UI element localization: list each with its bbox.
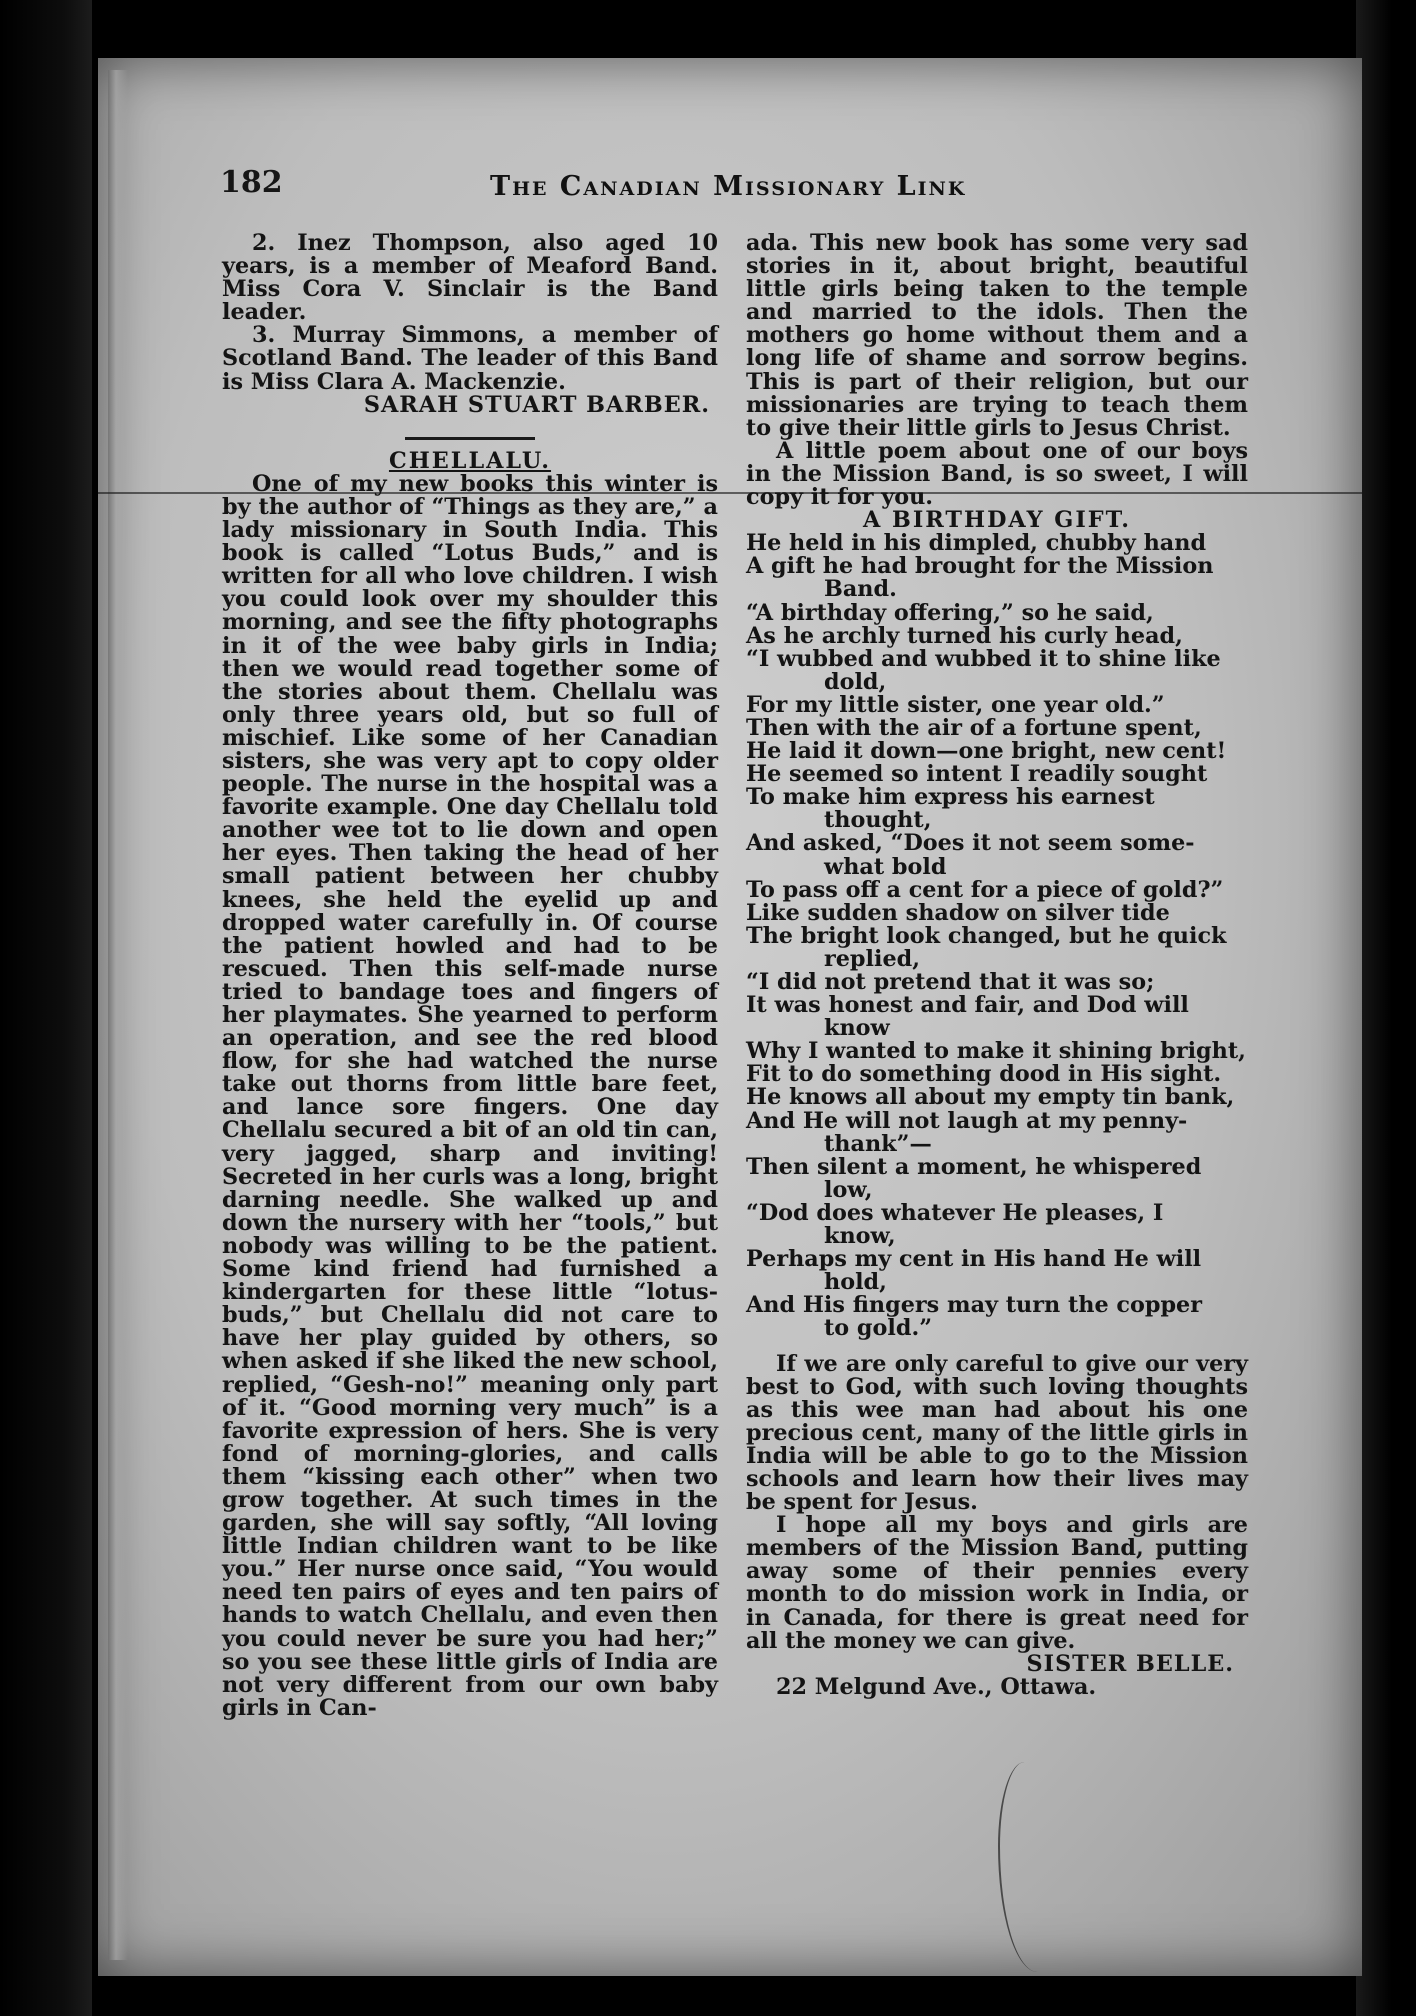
poem-line: He laid it down—one bright, new cent!: [746, 738, 1227, 765]
section-divider: [405, 437, 535, 440]
poem-line: To pass off a cent for a piece of gold?”: [746, 876, 1224, 903]
poem-line: He seemed so intent I readily sought: [746, 761, 1208, 788]
poem-line: The bright look changed, but he quick: [746, 922, 1227, 949]
poem-line: replied,: [824, 945, 921, 972]
poem-line: Then silent a moment, he whispered: [746, 1153, 1202, 1180]
film-border-right: [1356, 0, 1416, 2016]
left-column: [222, 232, 718, 1720]
poem-line: what bold: [824, 853, 947, 880]
poem-line: “A birthday offering,” so he said,: [746, 599, 1154, 626]
page-header: [220, 165, 1300, 215]
poem-intro: A little poem about one of our boys in the Mission Band, is so sweet, I will copy it for you.: [746, 437, 1248, 511]
poem-line: low,: [824, 1176, 873, 1203]
poem-line: dold,: [824, 668, 887, 695]
poem-line: thought,: [824, 807, 932, 834]
poem-line: to gold.”: [824, 1315, 933, 1342]
poem-line: It was honest and fair, and Dod will: [746, 992, 1189, 1019]
signature: SISTER BELLE.: [1026, 1650, 1234, 1677]
poem-line: For my little sister, one year old.”: [746, 691, 1165, 718]
intro-paragraph: 3. Murray Simmons, a member of Scotland Band. The leader of this Band is Miss Clara A. Mackenzie.: [222, 322, 718, 395]
poem-line: know,: [824, 1223, 896, 1250]
poem-title: A BIRTHDAY GIFT.: [862, 507, 1132, 534]
page-number: 182: [220, 165, 283, 200]
closing-paragraph: If we are only careful to give our very best to God, with such loving thoughts as this wee man had about his one precious cent, many of the little girls in India will be able to go to the Mission schools and learn how their lives may be spent for Jesus.: [746, 1350, 1248, 1516]
poem-line: A gift he had brought for the Mission: [746, 553, 1214, 580]
address: 22 Melgund Ave., Ottawa.: [776, 1673, 1097, 1700]
poem-line: Like sudden shadow on silver tide: [746, 899, 1170, 926]
poem-line: To make him express his earnest: [746, 784, 1155, 811]
poem-line: And asked, “Does it not seem some-: [746, 830, 1195, 857]
poem-line: He knows all about my empty tin bank,: [746, 1084, 1235, 1111]
poem-line: Then with the air of a fortune spent,: [746, 714, 1202, 741]
poem-line: Why I wanted to make it shining bright,: [746, 1038, 1246, 1065]
poem-line: As he archly turned his curly head,: [746, 622, 1183, 649]
poem-line: And He will not laugh at my penny-: [746, 1107, 1188, 1134]
poem: [746, 532, 1248, 1340]
poem-line: thank”—: [824, 1130, 932, 1157]
poem-line: “Dod does whatever He pleases, I: [746, 1199, 1164, 1226]
running-title: The Canadian Missionary Link: [490, 171, 967, 202]
poem-line: “I wubbed and wubbed it to shine like: [746, 645, 1221, 672]
poem-line: Perhaps my cent in His hand He will: [746, 1246, 1202, 1273]
section-title: CHELLALU.: [388, 447, 552, 474]
poem-line: know: [824, 1015, 890, 1042]
article-body-continued: ada. This new book has some very sad stories in it, about bright, beautiful little girls being taken to the temple and married to the idols. Then the mothers go home without them and a long life of shame and sorrow begins. This is part of their religion, but our missionaries are trying to teach them to give their little girls to Jesus Christ.: [746, 230, 1248, 441]
intro-paragraph: 2. Inez Thompson, also aged 10 years, is a member of Meaford Band. Miss Cora V. Sinclair is the Band leader.: [222, 230, 718, 326]
page-binding-edge: [108, 70, 128, 1960]
poem-line: And His fingers may turn the copper: [746, 1292, 1202, 1319]
closing-paragraph: I hope all my boys and girls are members of the Mission Band, putting away some of their pennies every month to do mission work in India, or in Canada, for there is great need for all the money we can give.: [746, 1512, 1248, 1654]
poem-line: “I did not pretend that it was so;: [746, 969, 1155, 995]
poem-line: He held in his dimpled, chubby hand: [746, 530, 1207, 557]
article-body: One of my new books this winter is by the author of “Things as they are,” a lady missionary in South India. This book is called “Lotus Buds,” and is written for all who love children. I wish you could look over my shoulder this morning, and see the fifty photographs in it of the wee baby girls in India; then we would read together some of the stories about them. Chellalu was only three years old, but so full of mischief. Like some of her Canadian sisters, she was very apt to copy older people. The nurse in the hospital was a favorite example. One day Chellalu told another wee tot to lie down and open her eyes. Then taking the head of her small patient between her chubby knees, she held the eyelid up and dropped water carefully in. Of course the patient howled and had to be rescued. Then this self-made nurse tried to bandage toes and fingers of her playmates. She yearned to perform an operation, and see the red blood flow, for she had watched the nurse take out thorns from little bare feet, and lance sore fingers. One day Chellalu secured a bit of an old tin can, very jagged, sharp and inviting! Secreted in her curls was a long, bright darning needle. She walked up and down the nursery with her “tools,” but nobody was willing to be the patient. Some kind friend had furnished a kindergarten for these little “lotus-buds,” but Chellalu did not care to have her play guided by others, so when asked if she liked the new school, replied, “Gesh-no!” meaning only part of it. “Good morning very much” is a favorite expression of hers. She is very fond of morning-glories, and calls them “kissing each other” when two grow together. At such times in the garden, she will say softly, “All loving little Indian children want to be like you.” Her nurse once said, “You would need ten pairs of eyes and ten pairs of hands to watch Chellalu, and even then you could never be sure you had her;” so you see these little girls of India are not very different from our own baby girls in Can-: [222, 470, 718, 1721]
poem-line: hold,: [824, 1269, 887, 1296]
poem-line: Band.: [824, 576, 897, 603]
film-border-left: [0, 0, 92, 2016]
poem-line: Fit to do something dood in His sight.: [746, 1061, 1222, 1088]
intro-signature: SARAH STUART BARBER.: [363, 391, 710, 418]
right-column: [746, 232, 1248, 1699]
